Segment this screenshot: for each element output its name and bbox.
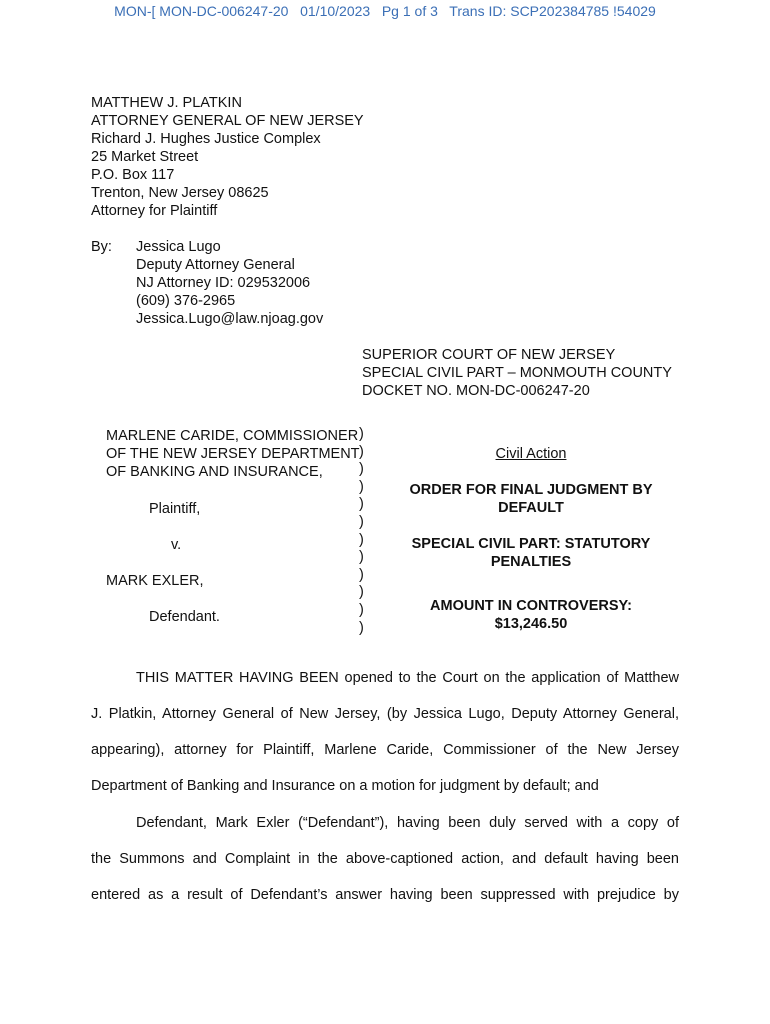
body-paragraph-1 [91,668,679,812]
by-email: Jessica.Lugo@law.njoag.gov [136,311,324,327]
civil-action-label: Civil Action [495,446,567,462]
attorney-block [91,94,364,220]
amount-label: AMOUNT IN CONTROVERSY: [430,598,632,614]
paren: ) [359,584,364,601]
body-line: the Summons and Complaint in the above-captioned action, and default having been [91,851,679,867]
court-line: SPECIAL CIVIL PART – MONMOUTH COUNTY [362,365,672,381]
case-caption-parties [106,427,360,626]
by-line: Deputy Attorney General [136,257,295,273]
filing-stamp: MON-[ MON-DC-006247-20 01/10/2023 Pg 1 of 3 Trans ID: SCP202384785 !54029 [114,3,656,19]
defendant-name: MARK EXLER, [106,573,204,589]
paren: ) [359,496,364,513]
paren: ) [359,478,364,495]
order-title-line: ORDER FOR FINAL JUDGMENT BY [409,482,653,498]
caption-parentheses [359,426,364,637]
body-line: THIS MATTER HAVING BEEN opened to the Court on the application of Matthew [136,670,679,686]
plaintiff-name-line: OF THE NEW JERSEY DEPARTMENT [106,446,360,462]
body-line: appearing), attorney for Plaintiff, Marlene Caride, Commissioner of the New Jersey [91,742,679,758]
paren: ) [359,443,364,460]
paren: ) [359,461,364,478]
defendant-role: Defendant. [149,609,220,625]
attorney-line: 25 Market Street [91,149,199,165]
paren: ) [359,619,364,636]
attorney-line: Richard J. Hughes Justice Complex [91,131,321,147]
body-paragraph-2 [91,813,679,921]
by-line: (609) 376-2965 [136,293,236,309]
amount-in-controversy [395,597,667,633]
body-line: J. Platkin, Attorney General of New Jersey, (by Jessica Lugo, Deputy Attorney General, [91,706,679,722]
body-line: entered as a result of Defendant’s answer having been suppressed with prejudice by [91,887,679,903]
by-line: NJ Attorney ID: 029532006 [136,275,311,291]
penalties-title-line: PENALTIES [490,554,572,570]
court-line: SUPERIOR COURT OF NEW JERSEY [362,347,616,363]
docket-number: DOCKET NO. MON-DC-006247-20 [362,383,590,399]
paren: ) [359,426,364,442]
paren: ) [359,549,364,566]
paren: ) [359,601,364,618]
body-line: Department of Banking and Insurance on a motion for judgment by default; and [91,778,599,794]
paren: ) [359,513,364,530]
versus: v. [171,537,182,553]
by-line: Jessica Lugo [136,239,221,255]
attorney-line: Trenton, New Jersey 08625 [91,185,269,201]
by-block [136,238,323,328]
plaintiff-name-line: OF BANKING AND INSURANCE, [106,464,323,480]
penalties-title-line: SPECIAL CIVIL PART: STATUTORY [411,536,651,552]
paren: ) [359,531,364,548]
attorney-line: MATTHEW J. PLATKIN [91,95,242,111]
amount-value: $13,246.50 [494,616,568,632]
attorney-line: P.O. Box 117 [91,167,175,183]
court-heading [362,346,672,400]
plaintiff-name-line: MARLENE CARIDE, COMMISSIONER [106,428,359,444]
body-line: Defendant, Mark Exler (“Defendant”), having been duly served with a copy of [136,815,679,831]
order-title [395,481,667,517]
attorney-line: ATTORNEY GENERAL OF NEW JERSEY [91,113,364,129]
plaintiff-role: Plaintiff, [149,501,201,517]
paren: ) [359,566,364,583]
order-title-line: DEFAULT [498,500,564,516]
penalties-title [395,535,667,571]
by-label: By: [91,239,112,255]
attorney-line: Attorney for Plaintiff [91,203,218,219]
